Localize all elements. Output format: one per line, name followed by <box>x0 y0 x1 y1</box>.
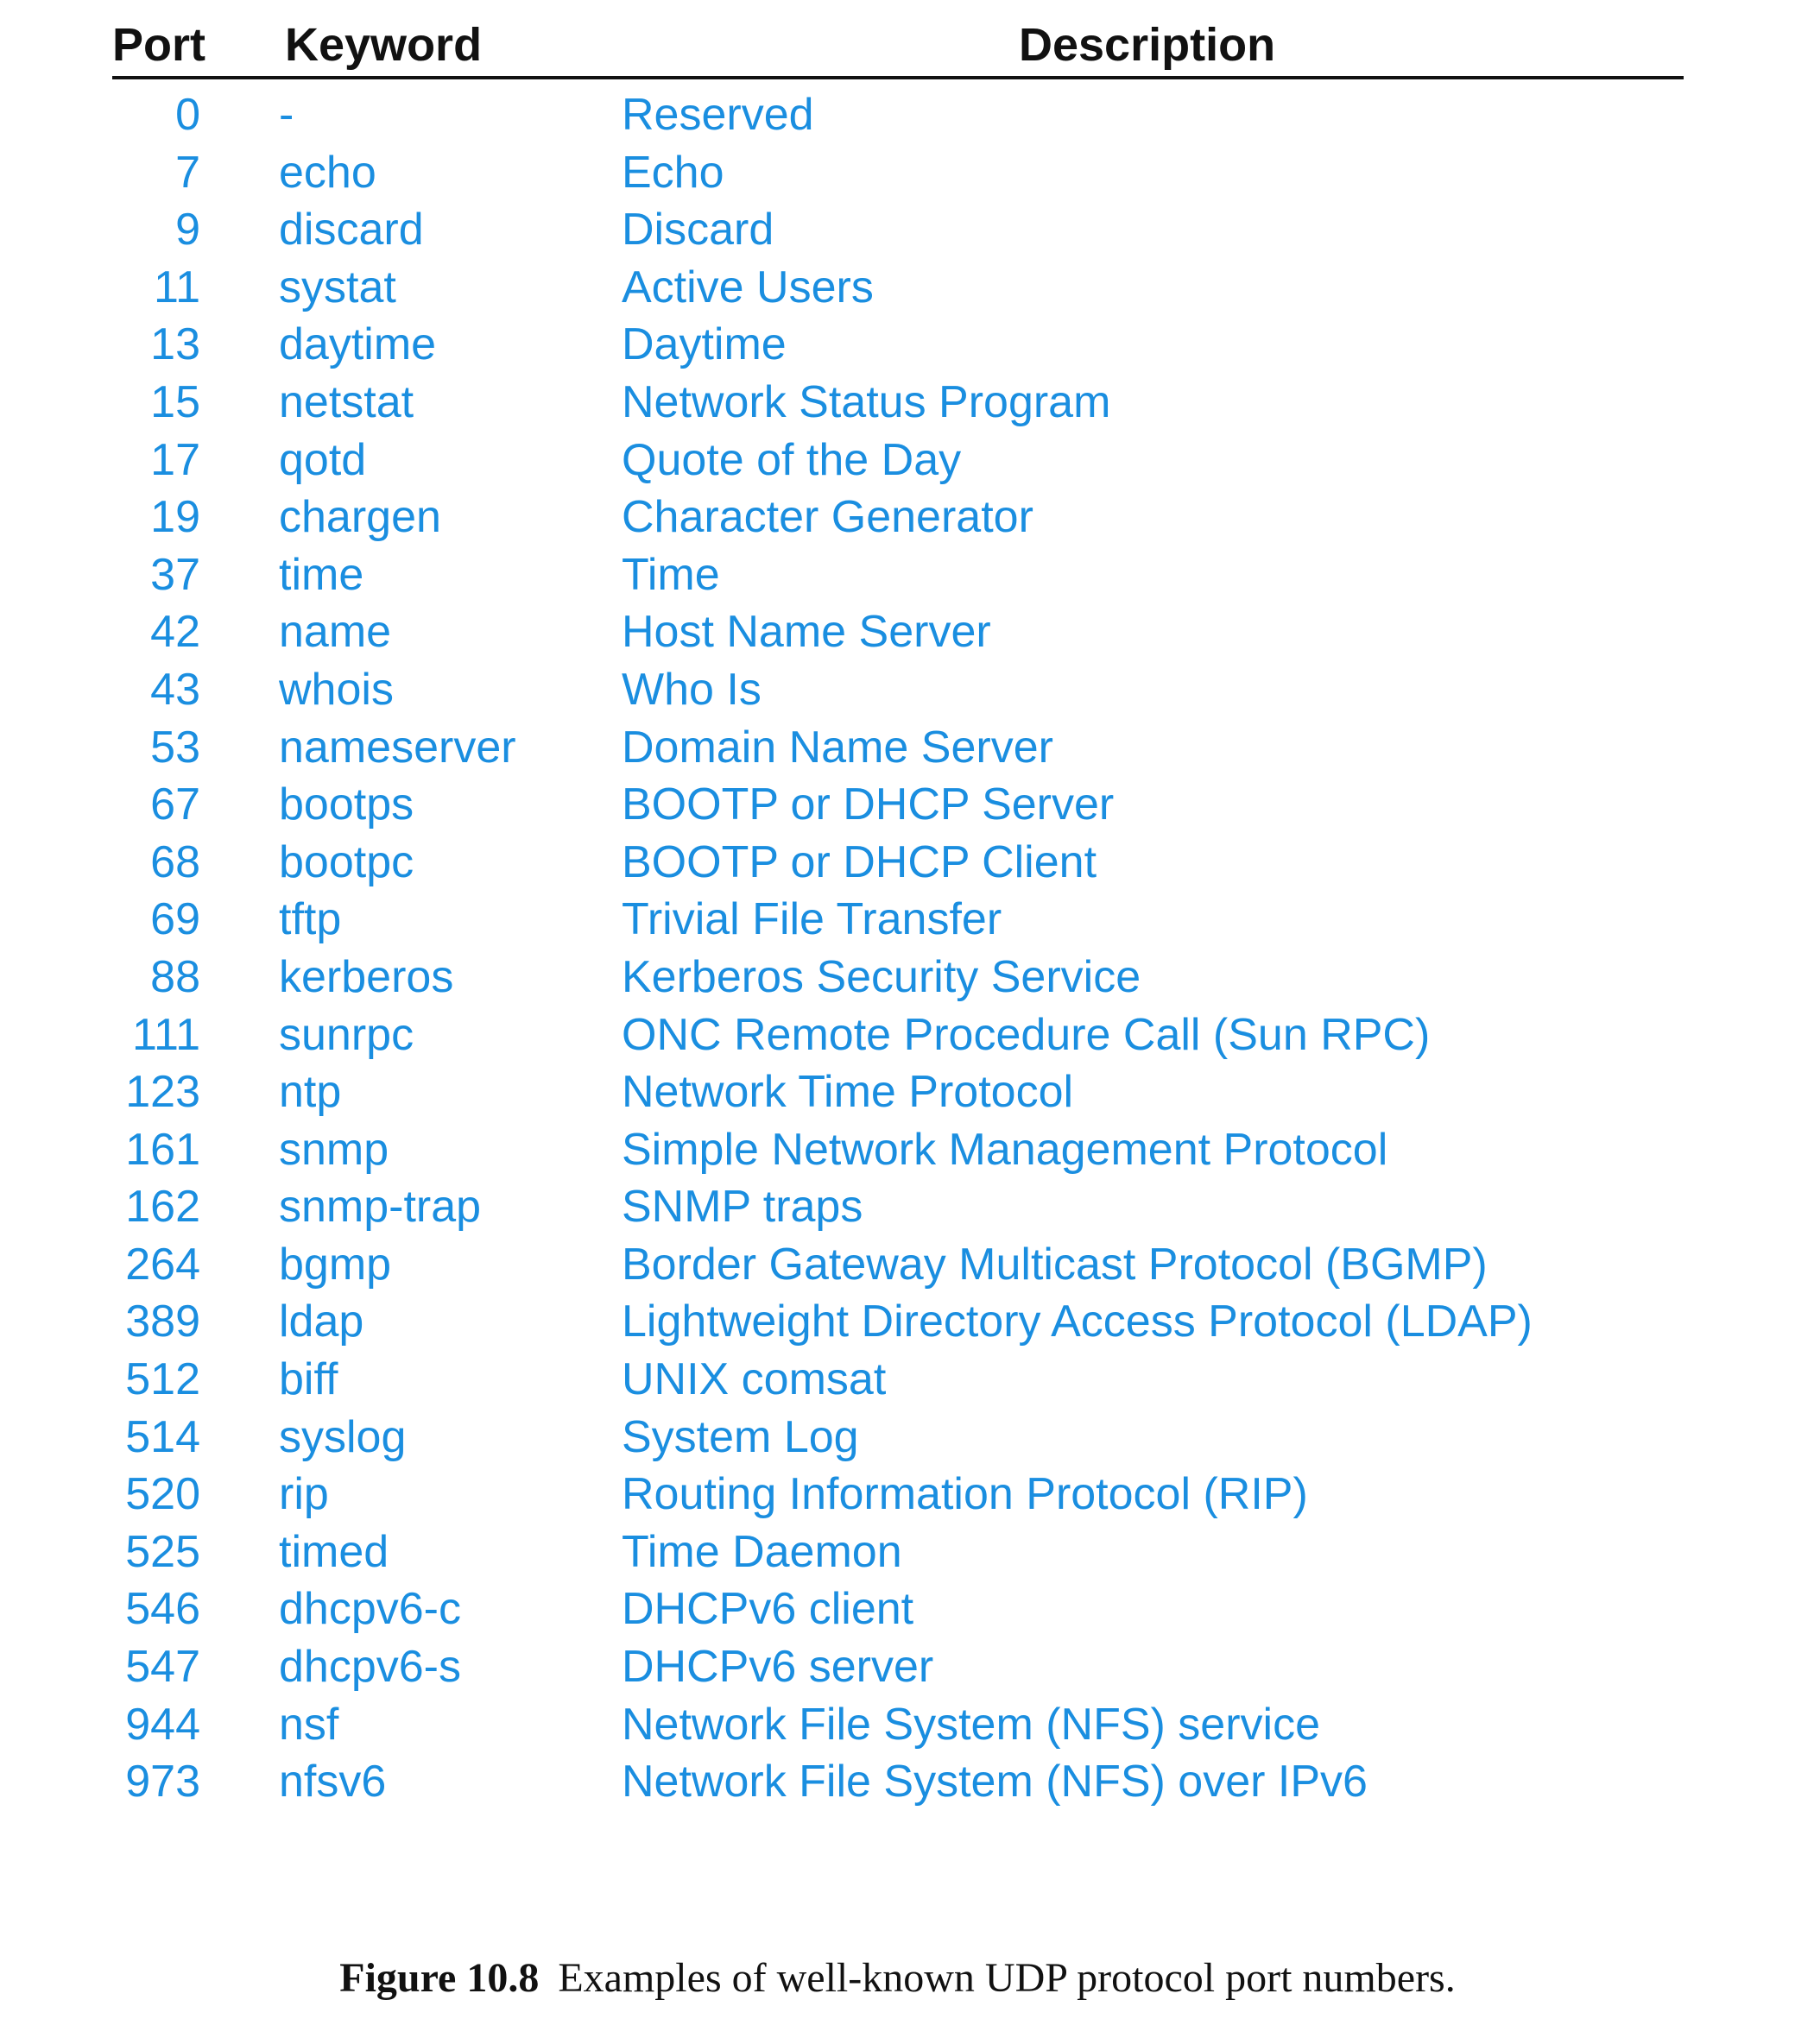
table-row <box>112 374 1684 432</box>
keyword-cell: bootpc <box>279 836 414 887</box>
table-row <box>112 1524 1684 1581</box>
description-cell: Reserved <box>622 90 814 140</box>
description-cell: Domain Name Server <box>622 722 1053 773</box>
keyword-cell: nameserver <box>279 722 516 773</box>
table-row <box>112 144 1684 202</box>
description-cell: Discard <box>622 205 774 256</box>
port-cell: 0 <box>175 90 200 140</box>
description-cell: Routing Information Protocol (RIP) <box>622 1469 1308 1520</box>
table-row <box>112 316 1684 374</box>
keyword-cell: whois <box>279 664 394 715</box>
table-row <box>112 1409 1684 1467</box>
description-cell: Network Time Protocol <box>622 1067 1074 1118</box>
table-header <box>112 0 1684 79</box>
port-cell: 13 <box>150 319 200 370</box>
table-row <box>112 949 1684 1006</box>
table-row <box>112 776 1684 834</box>
keyword-cell: nfsv6 <box>279 1757 387 1807</box>
description-cell: DHCPv6 server <box>622 1642 934 1693</box>
description-cell: Network File System (NFS) over IPv6 <box>622 1757 1368 1807</box>
description-cell: BOOTP or DHCP Server <box>622 779 1115 830</box>
keyword-cell: bgmp <box>279 1239 392 1290</box>
keyword-cell: qotd <box>279 434 367 485</box>
port-cell: 19 <box>150 492 200 543</box>
table-row <box>112 1580 1684 1638</box>
port-cell: 9 <box>175 205 200 256</box>
port-cell: 37 <box>150 549 200 600</box>
keyword-cell: syslog <box>279 1411 407 1462</box>
table-row <box>112 1696 1684 1754</box>
keyword-cell: chargen <box>279 492 441 543</box>
port-cell: 111 <box>131 1009 200 1060</box>
description-cell: Active Users <box>622 262 874 312</box>
table-row <box>112 1466 1684 1524</box>
description-cell: Trivial File Transfer <box>622 894 1002 945</box>
port-cell: 525 <box>125 1526 200 1577</box>
keyword-cell: bootps <box>279 779 414 830</box>
port-cell: 68 <box>150 836 200 887</box>
description-cell: Lightweight Directory Access Protocol (LDAP) <box>622 1296 1533 1347</box>
header-description: Description <box>1019 19 1276 71</box>
port-cell: 944 <box>125 1699 200 1750</box>
table-row <box>112 201 1684 259</box>
description-cell: Border Gateway Multicast Protocol (BGMP) <box>622 1239 1488 1290</box>
table-row <box>112 661 1684 719</box>
keyword-cell: snmp <box>279 1124 389 1175</box>
keyword-cell: dhcpv6-c <box>279 1584 461 1635</box>
table-row <box>112 1293 1684 1351</box>
port-cell: 67 <box>150 779 200 830</box>
port-cell: 17 <box>150 434 200 485</box>
description-cell: Kerberos Security Service <box>622 951 1141 1002</box>
description-cell: ONC Remote Procedure Call (Sun RPC) <box>622 1009 1431 1060</box>
keyword-cell: echo <box>279 147 376 198</box>
description-cell: Simple Network Management Protocol <box>622 1124 1388 1175</box>
description-cell: Network Status Program <box>622 376 1111 427</box>
description-cell: SNMP traps <box>622 1182 863 1233</box>
table-row <box>112 891 1684 949</box>
keyword-cell: systat <box>279 262 396 312</box>
table-row <box>112 1236 1684 1294</box>
keyword-cell: snmp-trap <box>279 1182 482 1233</box>
table-row <box>112 1638 1684 1696</box>
keyword-cell: name <box>279 607 392 658</box>
description-cell: BOOTP or DHCP Client <box>622 836 1097 887</box>
description-cell: Host Name Server <box>622 607 991 658</box>
port-cell: 162 <box>125 1182 200 1233</box>
table-row <box>112 1063 1684 1121</box>
caption-label: Figure 10.8 <box>339 1955 540 2001</box>
header-keyword: Keyword <box>285 19 483 71</box>
description-cell: System Log <box>622 1411 859 1462</box>
table-row <box>112 603 1684 661</box>
port-cell: 123 <box>125 1067 200 1118</box>
keyword-cell: nsf <box>279 1699 339 1750</box>
description-cell: DHCPv6 client <box>622 1584 914 1635</box>
description-cell: Character Generator <box>622 492 1033 543</box>
port-cell: 11 <box>154 262 200 312</box>
keyword-cell: ldap <box>279 1296 364 1347</box>
figure-caption <box>0 1953 1795 2004</box>
port-cell: 514 <box>125 1411 200 1462</box>
description-cell: Time Daemon <box>622 1526 902 1577</box>
port-table <box>112 0 1684 1811</box>
table-row <box>112 546 1684 604</box>
description-cell: Quote of the Day <box>622 434 962 485</box>
table-row <box>112 834 1684 892</box>
port-cell: 161 <box>125 1124 200 1175</box>
keyword-cell: time <box>279 549 364 600</box>
table-row <box>112 432 1684 489</box>
table-row <box>112 1178 1684 1236</box>
table-row <box>112 1121 1684 1179</box>
port-cell: 7 <box>175 147 200 198</box>
port-cell: 546 <box>125 1584 200 1635</box>
description-cell: Echo <box>622 147 724 198</box>
port-cell: 42 <box>150 607 200 658</box>
port-cell: 973 <box>125 1757 200 1807</box>
description-cell: Who Is <box>622 664 762 715</box>
port-cell: 43 <box>150 664 200 715</box>
description-cell: UNIX comsat <box>622 1354 887 1405</box>
keyword-cell: dhcpv6-s <box>279 1642 461 1693</box>
table-body <box>112 86 1684 1811</box>
description-cell: Daytime <box>622 319 787 370</box>
keyword-cell: biff <box>279 1354 338 1405</box>
caption-text: Examples of well-known UDP protocol port numbers. <box>558 1955 1456 2001</box>
port-cell: 264 <box>125 1239 200 1290</box>
keyword-cell: tftp <box>279 894 342 945</box>
port-cell: 547 <box>125 1642 200 1693</box>
keyword-cell: kerberos <box>279 951 454 1002</box>
port-cell: 88 <box>150 951 200 1002</box>
table-row <box>112 1006 1684 1064</box>
keyword-cell: - <box>279 90 294 140</box>
port-cell: 53 <box>150 722 200 773</box>
keyword-cell: ntp <box>279 1067 342 1118</box>
table-row <box>112 1351 1684 1409</box>
table-row <box>112 489 1684 546</box>
keyword-cell: rip <box>279 1469 329 1520</box>
keyword-cell: sunrpc <box>279 1009 414 1060</box>
table-row <box>112 259 1684 317</box>
keyword-cell: timed <box>279 1526 389 1577</box>
table-row <box>112 1753 1684 1811</box>
table-row <box>112 719 1684 777</box>
keyword-cell: discard <box>279 205 424 256</box>
port-cell: 512 <box>125 1354 200 1405</box>
description-cell: Network File System (NFS) service <box>622 1699 1320 1750</box>
port-cell: 520 <box>125 1469 200 1520</box>
port-cell: 389 <box>125 1296 200 1347</box>
description-cell: Time <box>622 549 720 600</box>
keyword-cell: daytime <box>279 319 437 370</box>
port-cell: 69 <box>150 894 200 945</box>
keyword-cell: netstat <box>279 376 414 427</box>
header-port: Port <box>112 19 205 71</box>
port-cell: 15 <box>150 376 200 427</box>
table-row <box>112 86 1684 144</box>
